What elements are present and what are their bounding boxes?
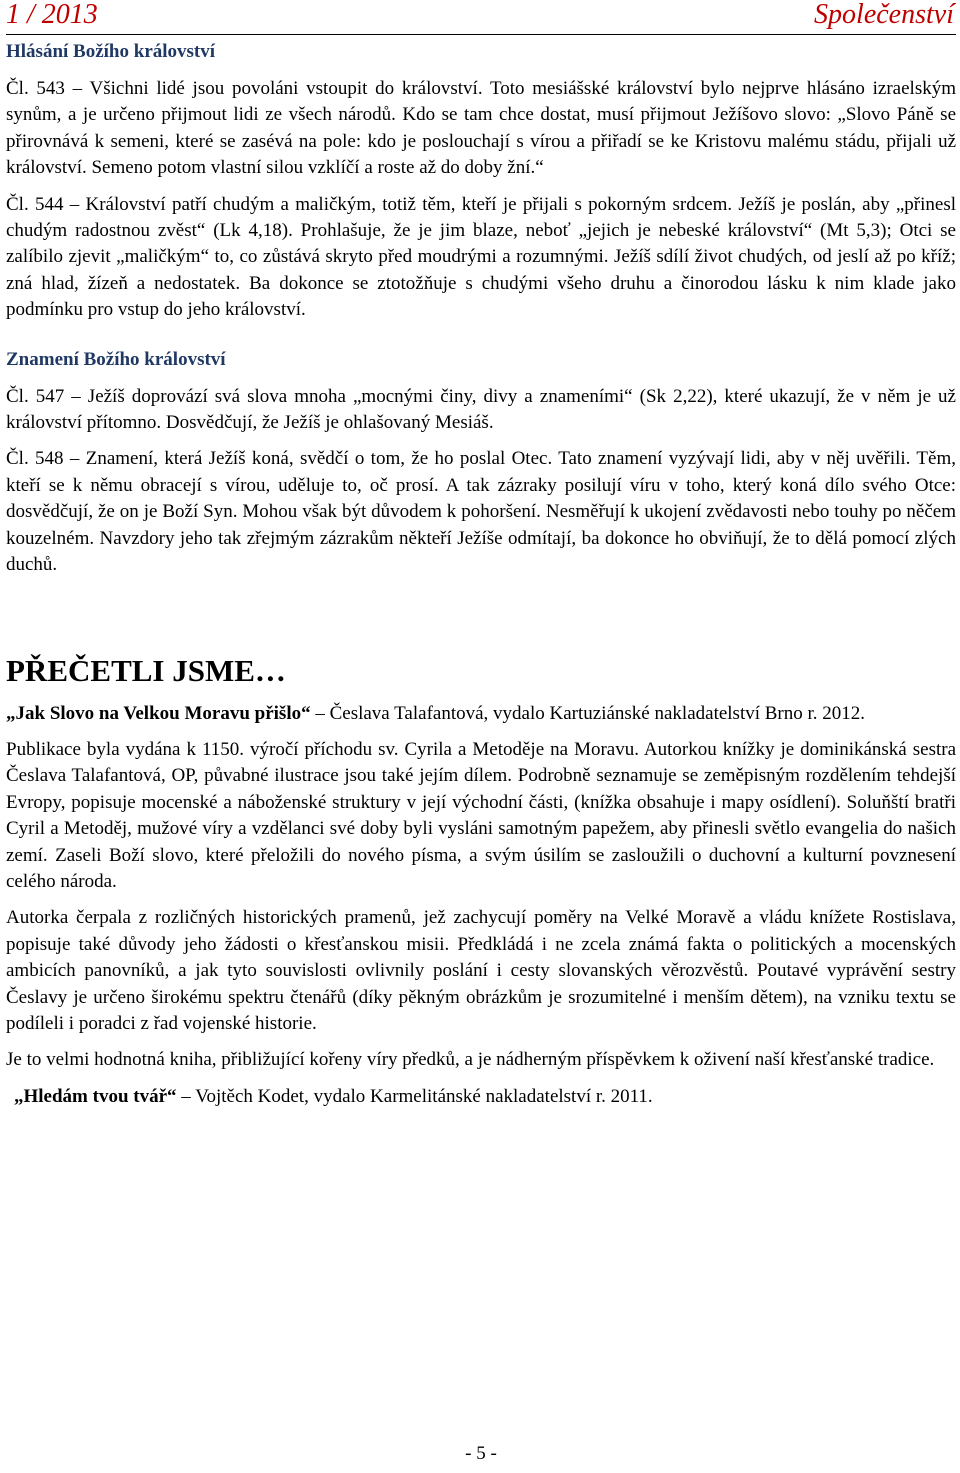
document-page [6, 0, 956, 1464]
section-heading-precetli: PŘEČETLI JSME… [6, 652, 286, 688]
book2-details: – Vojtěch Kodet, vydalo Karmelitánské nakladatelství r. 2011. [176, 1085, 653, 1107]
book1-citation [6, 701, 956, 727]
paragraph-cl-548: Čl. 548 – Znamení, která Ježíš koná, svědčí o tom, že ho poslal Otec. Tato znamení vyzývají lidi, aby v něj uvěřili. Těm, kteří se k němu obracejí s vírou, uděluje to, oč prosí. A tak zázraky posilují víru v toho, který koná dílo svého Otce: dosvědčují, že on je Boží Syn. Mohou však být důvodem k pohoršení. Nesměřují k ukojení zvědavosti nebo touhy po něčem kouzelném. Navzdory jeho tak zřejmým zázrakům někteří Ježíše odmítají, ba dokonce ho obviňují, že to dělá pomocí zlých duchů. [6, 448, 956, 576]
book2-title: „Hledám tvou tvář“ [14, 1085, 177, 1107]
section-heading-hlasani: Hlásání Božího království [6, 41, 216, 62]
book1-title: „Jak Slovo na Velkou Moravu přišlo“ [6, 702, 311, 724]
page-header [6, 0, 956, 35]
publication-name: Společenství [814, 0, 954, 30]
book1-review-paragraph-2: Autorka čerpala z rozličných historických pramenů, jež zachycují poměry na Velké Moravě a vládu knížete Rostislava, popisuje také důvody jeho žádosti o křesťanskou misii. Předkládá i ne zcela známá fakta o politických a mocenských ambicích panovníků, a jak tyto souvislosti ovlivnily poslání i cesty slovanských věrozvěstů. Poutavé vyprávění sestry Česlavy je určeno širokému spektru čtenářů (díky pěkným obrázkům je srozumitelné i menším dětem), na vzniku textu se podíleli i poradci z řad vojenské historie. [6, 907, 956, 1034]
paragraph-cl-543: Čl. 543 – Všichni lidé jsou povoláni vstoupit do království. Toto mesiášské království bylo nejprve hlásáno izraelským synům, a je určeno přijmout lidi ze všech národů. Kdo se tam chce dostat, musí přijmout Ježíšovo slovo: „Slovo Páně se přirovnává k semeni, které se zasévá na pole: kdo je poslouchají s vírou a přiřadí se ke Kristovu malému stádu, přijali už království. Semeno potom vlastní silou vzklíčí a roste až do doby žní.“ [6, 78, 956, 179]
page-number: - 5 - [465, 1443, 497, 1464]
book1-details: – Česlava Talafantová, vydalo Kartuziánské nakladatelství Brno r. 2012. [310, 702, 866, 724]
book1-review-paragraph-3: Je to velmi hodnotná kniha, přibližující kořeny víry předků, a je nádherným příspěvkem k oživení naší křesťanské tradice. [6, 1049, 935, 1071]
issue-number: 1 / 2013 [6, 0, 98, 30]
book1-review-paragraph-1: Publikace byla vydána k 1150. výročí příchodu sv. Cyrila a Metoděje na Moravu. Autorkou knížky je dominikánská sestra Česlava Talafantová, OP, půvabné ilustrace jsou také jejím dílem. Podrobně seznamuje se zeměpisným rozdělením tehdejší Evropy, popisuje mocenské a náboženské struktury v její východní části, (knížka obsahuje i mapy osídlení). Soluňští bratři Cyril a Metoděj, mužové víry a vzdělanci své doby byli vysláni samotným papežem, aby přinesli světlo evangelia do našich zemí. Zaseli Boží slovo, které přeložili do nového písma, a svým úsilím se zasloužili o duchovní a kulturní povznesení celého národa. [6, 738, 956, 892]
book2-citation [14, 1084, 956, 1110]
paragraph-cl-547: Čl. 547 – Ježíš doprovází svá slova mnoha „mocnými činy, divy a znameními“ (Sk 2,22), které ukazují, že v něm je už království přítomno. Dosvědčují, že Ježíš je ohlašovaný Mesiáš. [6, 385, 956, 434]
paragraph-cl-544: Čl. 544 – Království patří chudým a maličkým, totiž těm, kteří je přijali s pokorným srdcem. Ježíš je poslán, aby „přinesl chudým radostnou zvěst“ (Lk 4,18). Prohlašuje, že je jim blaze, neboť „jejich je nebeské království“ (Mt 5,3); Otci se zalíbilo zjevit „maličkým“ to, co zůstává skryto před moudrými a rozumnými. Ježíš sdílí život chudých, od jeslí až po kříž; zná hlad, žízeň a nedostatek. Ba dokonce se ztotožňuje s chudými všeho druhu a činorodou lásku k nim klade jako podmínku pro vstup do jeho království. [6, 193, 956, 321]
section-heading-znameni: Znamení Božího království [6, 348, 226, 370]
